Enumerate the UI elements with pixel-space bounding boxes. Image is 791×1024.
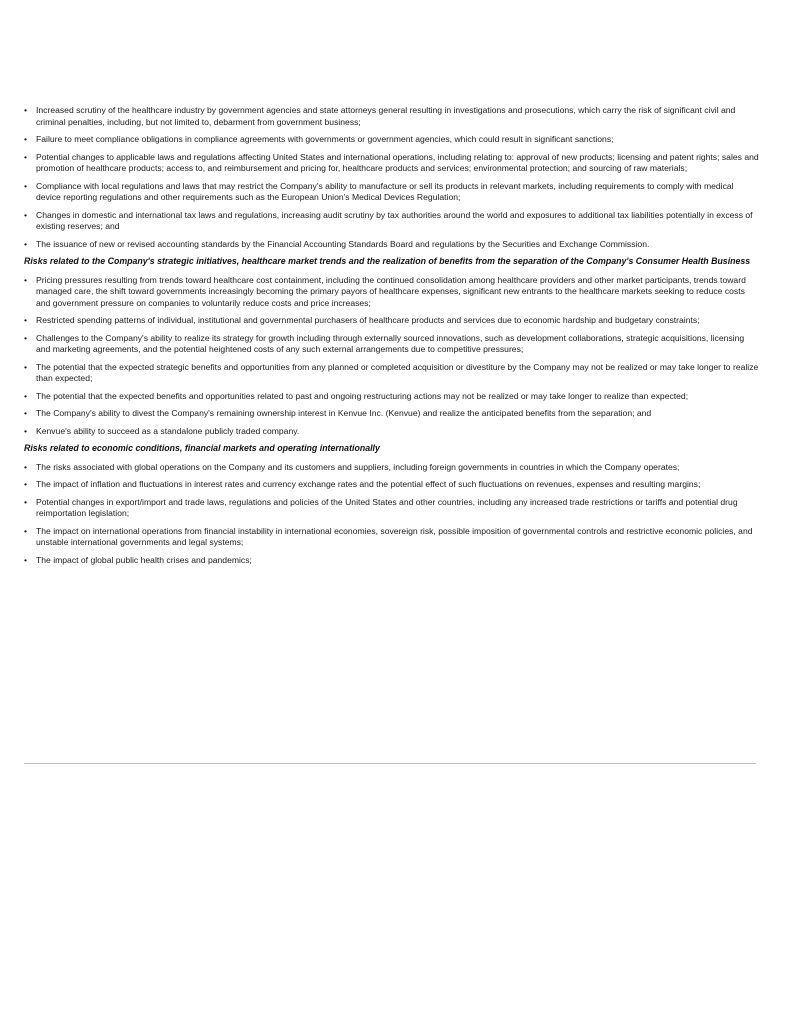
section-economic bbox=[24, 443, 760, 566]
bullet-icon: • bbox=[24, 525, 28, 536]
list-item: • The potential that the expected benefits and opportunities related to past and ongoing restructuring actions may not be realized or may take longer to realize than expected; bbox=[24, 390, 689, 401]
bullet-icon: • bbox=[24, 361, 28, 372]
bullet-icon: • bbox=[24, 479, 28, 489]
list-item: • Changes in domestic and international tax laws and regulations, increasing audit scrutiny by tax authorities around the world and exposures to additional tax liabilities potentially in excess of existing reserves; and bbox=[24, 209, 753, 231]
list-item: • The issuance of new or revised accounting standards by the Financial Accounting Standards Board and regulations by the Securities and Exchange Commission. bbox=[24, 238, 650, 249]
bullet-icon: • bbox=[24, 209, 28, 220]
bullet-icon: • bbox=[24, 408, 28, 418]
document-body bbox=[24, 105, 760, 572]
footer-divider bbox=[24, 763, 756, 764]
section-regulatory bbox=[24, 105, 760, 250]
bullet-icon: • bbox=[24, 274, 28, 285]
list-item: • Potential changes to applicable laws and regulations affecting United States and international operations, including relating to: approval of new products; licensing and patent rights; sales and promotion of healthcare products; access to, and reimbursement and pricing for, healthcare products and services; environmental protection; and sourcing of raw materials; bbox=[24, 151, 759, 173]
list-item: • The impact on international operations from financial instability in international economies, sovereign risk, possible imposition of governmental controls and restrictive economic policies, and unstable international governments and legal systems; bbox=[24, 525, 753, 547]
bullet-list bbox=[24, 462, 760, 567]
list-item: • Challenges to the Company's ability to realize its strategy for growth including through externally sourced innovations, such as development collaborations, strategic acquisitions, licensing and marketing agreements, and the potential heightened costs of any such external arrangements due to competitive pressures; bbox=[24, 332, 745, 354]
list-item: • The impact of global public health crises and pandemics; bbox=[24, 554, 252, 565]
section-strategic bbox=[24, 256, 760, 437]
list-item: • The potential that the expected strategic benefits and opportunities from any planned or completed acquisition or divestiture by the Company may not be realized or may take longer to realize than expected; bbox=[24, 361, 759, 383]
bullet-icon: • bbox=[24, 425, 28, 436]
list-item: • Compliance with local regulations and laws that may restrict the Company's ability to manufacture or sell its products in relevant markets, including requirements to comply with medical device reporting regulations and other requirements such as the European Union's Medical Devices Regulation; bbox=[24, 180, 734, 202]
bullet-list bbox=[24, 275, 760, 438]
section-heading: Risks related to economic conditions, financial markets and operating internationally bbox=[24, 443, 380, 453]
list-item: • The Company's ability to divest the Company's remaining ownership interest in Kenvue Inc. (Kenvue) and realize the anticipated benefits from the separation; and bbox=[24, 408, 652, 418]
list-item: • Failure to meet compliance obligations in compliance agreements with governments or government agencies, which could result in significant sanctions; bbox=[24, 134, 614, 144]
bullet-icon: • bbox=[24, 332, 28, 343]
bullet-icon: • bbox=[24, 238, 28, 249]
bullet-icon: • bbox=[24, 151, 28, 162]
list-item: • Potential changes in export/import and trade laws, regulations and policies of the United States and other countries, including any increased trade restrictions or tariffs and potential drug reimportation legislation; bbox=[24, 496, 738, 518]
bullet-icon: • bbox=[24, 134, 28, 144]
bullet-icon: • bbox=[24, 554, 28, 565]
bullet-icon: • bbox=[24, 496, 28, 507]
list-item: • Restricted spending patterns of individual, institutional and governmental purchasers of healthcare products and services due to economic hardship and budgetary constraints; bbox=[24, 315, 700, 325]
list-item: • Kenvue's ability to succeed as a standalone publicly traded company. bbox=[24, 425, 300, 436]
list-item: • The impact of inflation and fluctuations in interest rates and currency exchange rates and the potential effect of such fluctuations on revenues, expenses and resulting margins; bbox=[24, 479, 701, 489]
bullet-icon: • bbox=[24, 390, 28, 401]
bullet-list bbox=[24, 105, 760, 250]
bullet-icon: • bbox=[24, 180, 28, 191]
bullet-icon: • bbox=[24, 461, 28, 472]
list-item: • Increased scrutiny of the healthcare industry by government agencies and state attorneys general resulting in investigations and prosecutions, which carry the risk of significant civil and criminal penalties, including, but not limited to, debarment from government business; bbox=[24, 105, 736, 127]
list-item: • The risks associated with global operations on the Company and its customers and suppliers, including foreign governments in countries in which the Company operates; bbox=[24, 461, 680, 472]
section-heading: Risks related to the Company's strategic initiatives, healthcare market trends and the realization of benefits from the separation of the Company's Consumer Health Business bbox=[24, 256, 751, 266]
bullet-icon: • bbox=[24, 105, 28, 115]
bullet-icon: • bbox=[24, 315, 28, 325]
list-item: • Pricing pressures resulting from trends toward healthcare cost containment, including the continued consolidation among healthcare providers and other market participants, trends toward managed care, the shift toward governments increasingly becoming the primary payors of healthcare expenses, significant new entrants to the healthcare markets seeking to reduce costs and government pressure on companies to voluntarily reduce costs and price increases; bbox=[24, 274, 746, 308]
